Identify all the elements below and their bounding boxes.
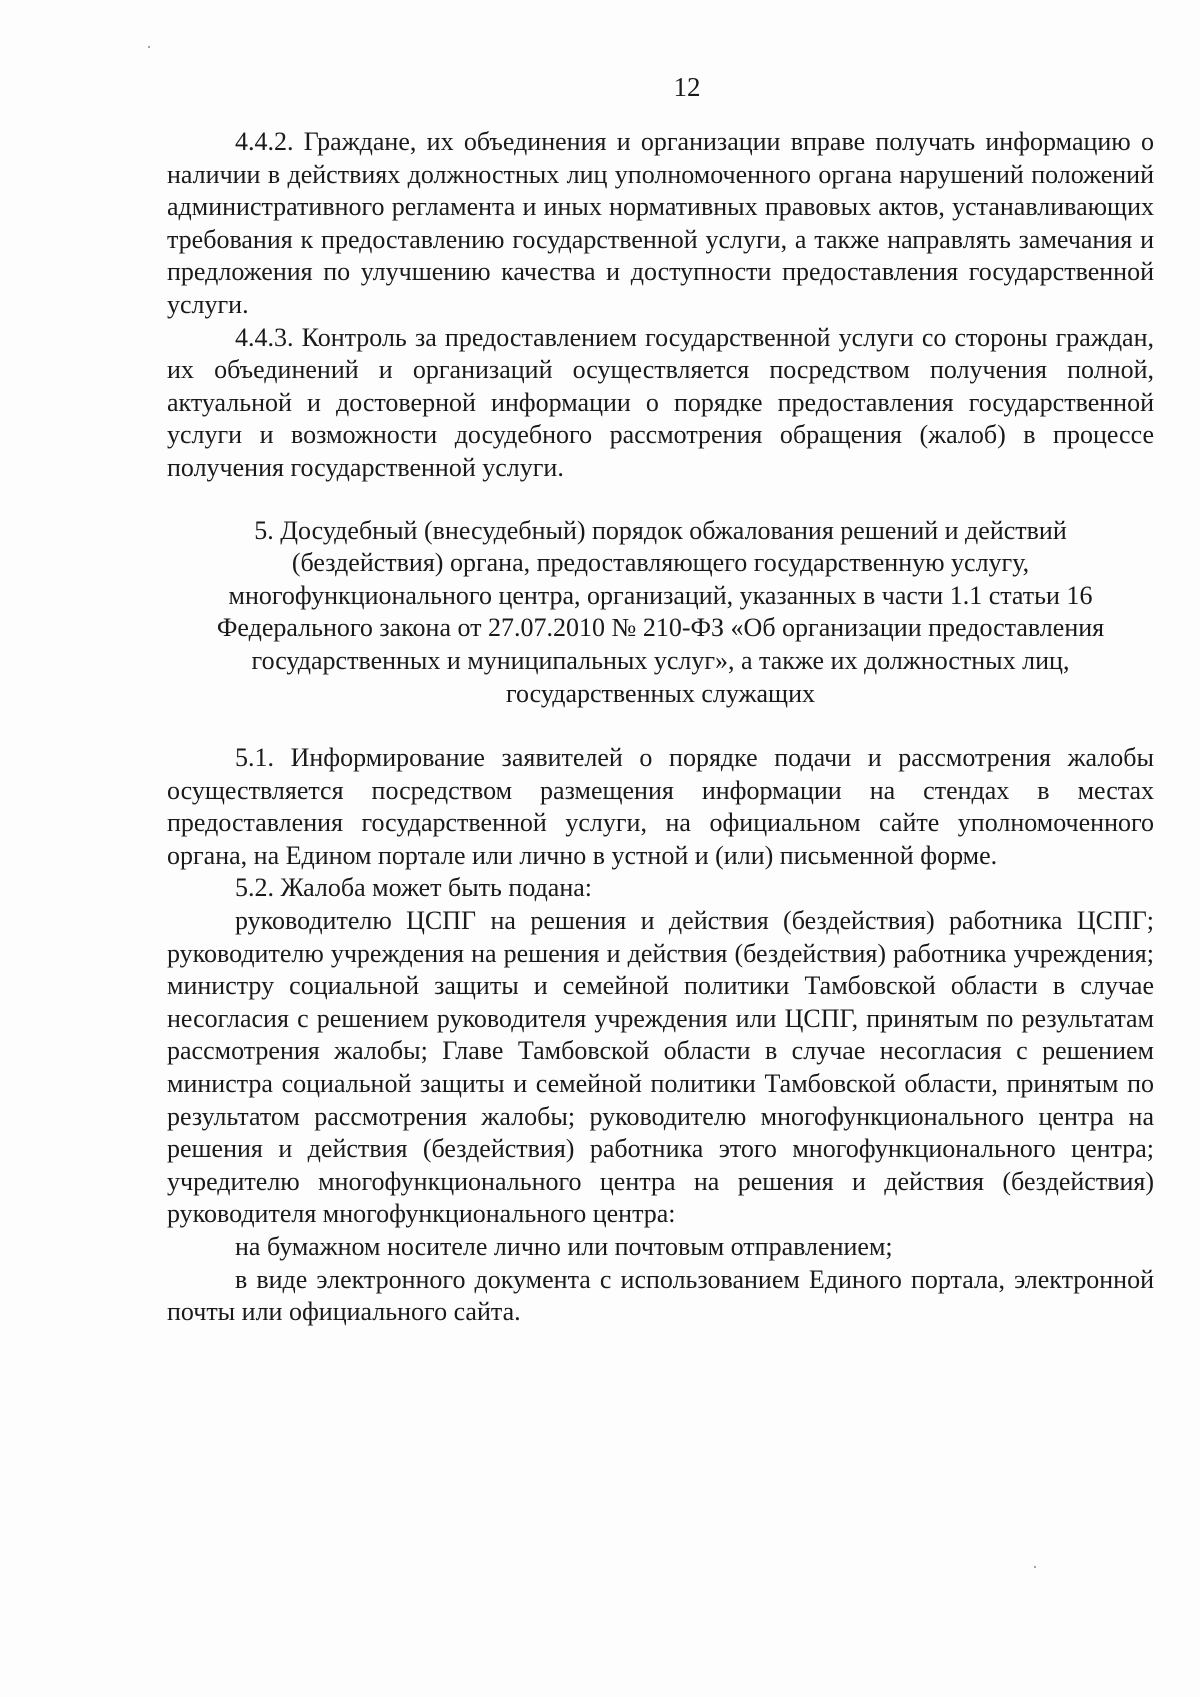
paragraph-4-4-2: 4.4.2. Граждане, их объединения и организации вправе получать информацию о наличии в действиях должностных лиц уполномоченного органа нарушений положений административного регламента и иных нормативных правовых актов, устанавливающих требования к предоставлению государственной услуги, а также направлять замечания и предложения по улучшению качества и доступности предоставления государственной услуги. <box>167 127 1154 319</box>
section-heading-line: государственных служащих <box>506 678 815 708</box>
section-heading-line: многофункционального центра, организаций, указанных в части 1.1 статьи 16 <box>228 580 1093 610</box>
section-heading-line: 5. Досудебный (внесудебный) порядок обжалования решений и действий <box>254 515 1067 545</box>
section-heading <box>167 515 1154 711</box>
scan-speck <box>148 46 150 48</box>
scan-speck <box>1034 1566 1036 1568</box>
paragraph-electronic-submission: в виде электронного документа с использованием Единого портала, электронной почты или официального сайта. <box>167 1264 1154 1327</box>
paragraph-4-4-3: 4.4.3. Контроль за предоставлением государственной услуги со стороны граждан, их объединений и организаций осуществляется посредством получения полной, актуальной и достоверной информации о порядке предоставления государственной услуги и возможности досудебного рассмотрения обращения (жалоб) в процессе получения государственной услуги. <box>167 322 1154 482</box>
paragraph-complaint-recipients: руководителю ЦСПГ на решения и действия (бездействия) работника ЦСПГ; руководителю учреждения на решения и действия (бездействия) работника учреждения; министру социальной защиты и семейной политики Тамбовской области в случае несогласия с решением руководителя учреждения или ЦСПГ, принятым по результатам рассмотрения жалобы; Главе Тамбовской области в случае несогласия с решением министра социальной защиты и семейной политики Тамбовской области, принятым по результатом рассмотрения жалобы; руководителю многофункционального центра на решения и действия (бездействия) работника этого многофункционального центра; учредителю многофункционального центра на решения и действия (бездействия) руководителя многофункционального центра: <box>167 906 1154 1229</box>
spacer <box>167 485 1154 515</box>
paragraph-paper-submission: на бумажном носителе лично или почтовым отправлением; <box>235 1232 893 1261</box>
section-heading-line: Федерального закона от 27.07.2010 № 210-ФЗ «Об организации предоставления <box>216 613 1105 643</box>
section-heading-line: государственных и муниципальных услуг», а также их должностных лиц, <box>251 645 1070 675</box>
page-number: 12 <box>673 72 701 102</box>
section-heading-line: (бездействия) органа, предоставляющего государственную услугу, <box>291 548 1030 578</box>
paragraph-5-2: 5.2. Жалоба может быть подана: <box>235 873 593 903</box>
paragraph-5-1: 5.1. Информирование заявителей о порядке подачи и рассмотрения жалобы осуществляется посредством размещения информации на стендах в местах предоставления государственной услуги, на официальном сайте уполномоченного органа, на Едином портале или лично в устной и (или) письменной форме. <box>167 743 1154 870</box>
spacer <box>167 710 1154 742</box>
document-body <box>167 126 1154 1329</box>
